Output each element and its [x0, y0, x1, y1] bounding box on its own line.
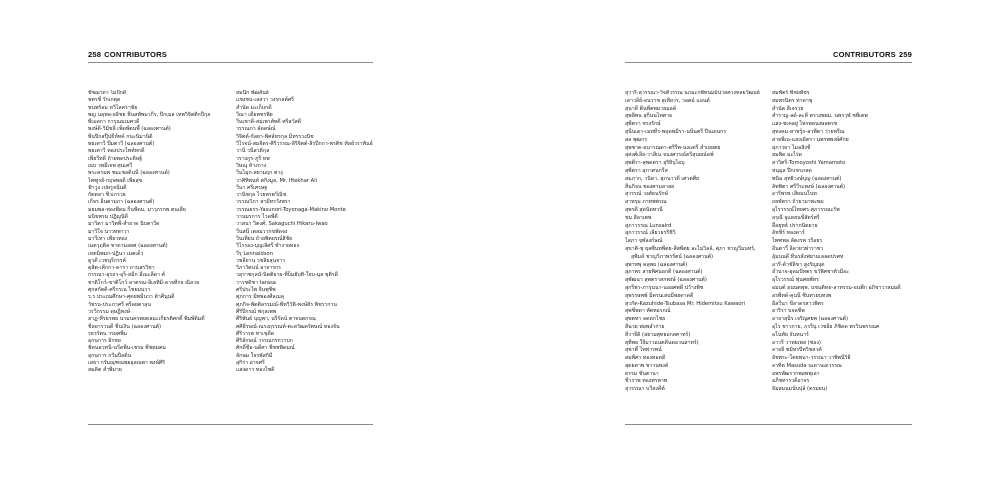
contributor-name: กัตตลา ชีวเกรวธ	[88, 192, 126, 199]
contributor-name: วชลียาน วชลิยสุนจาว	[236, 257, 285, 264]
contributor-name: อุไร ชาวกาย, ภรรีนุ เวชอีย ภิชิดด พรวินพรรณศ	[772, 323, 880, 330]
contributor-name: วิไรรอง-บุญเลิศรี ชำงายทอง	[236, 243, 299, 250]
contributor-name: ศีริพันธ์ บุญพา, นรีรัดน์ ตาจนตกรณ	[236, 316, 316, 323]
contributor-name: สุชาติ์ ไทพ่ารพน์	[625, 347, 662, 354]
contributor-name: สล พุฒกร	[625, 136, 648, 143]
contributor-name: พีเมลกา การุณมเมศวดี	[88, 119, 140, 126]
contributor-name: สุภาวผา ไมลสิงชี	[772, 144, 811, 151]
contributor-name: อีลวีนา ขีลาดรสาวพิตร	[772, 300, 824, 307]
contributor-name: เสาวลีย์-อนวาช สุเทียวร, วอตม์ แอนต์	[625, 97, 710, 104]
contributor-name: สุพตีรา-สุพดตรา สุริยิบุไอบุ	[625, 160, 685, 167]
contributor-name: อาจาสุนีร เจริญศยพ (ฉลองศานต์)	[772, 316, 849, 323]
contributor-name: วารชดิชา tarasa	[236, 279, 276, 286]
contributor-name: สุพาทพุ คลุพย (ฉลองศานต์)	[625, 261, 688, 268]
contributor-name: วานมรการ ไวดพีดี	[236, 214, 278, 221]
contributor-name: สุพชาด-อนารณดา-ตรีรีพ-นงแตรี สำเยยตย	[625, 144, 721, 151]
contributors-column	[772, 90, 912, 394]
contributor-name: วีณา เดียพชรพิย	[236, 111, 273, 118]
contributor-name: อรุณี จูแดยนขี่สัตร์ศรี	[772, 214, 820, 221]
contributor-name: มาวีเทา เพียวทอง	[88, 235, 128, 242]
header-rule	[88, 62, 373, 63]
contributor-name: ศักดิ์ชีอ-นดีศา พีชชพิดมณ์	[236, 345, 295, 352]
contributor-name: อภีชทารวดีอาจร	[772, 378, 810, 385]
contributor-name: อุไรวรรณ์ไทยศร ศุภารรณะรัพ	[772, 206, 840, 213]
contributor-name: วีรุ Lennaldson	[236, 250, 273, 257]
contributor-name: ชนพร้อม หวิไลคราชัย	[88, 104, 138, 111]
contributor-name: อาวรี วาทยเพส (ซ่อง)	[772, 339, 821, 346]
contributor-name: อรพีทด์-คุนนี ซีนทวยบทงพ	[772, 292, 832, 299]
contributor-name: สุสงศ์เลีย-วาสีเน จนงศวรณ์ครีสุนยณ์ดพ์	[625, 152, 714, 159]
contributor-name: อุโรวรรณ์ ฟุนศยพัทร	[772, 277, 819, 284]
contributor-name: วีนเทียน ถ้ายพิตยรณ์สิชัย	[236, 235, 293, 242]
contributor-name: อมนต์ อนนตพุพ, นชนติทธ-ลาทรรม-อนพีก อภิชาวาสมมดี	[772, 284, 901, 291]
contributor-name: หนุมุล ปึกเชรภลด	[772, 167, 812, 174]
contributor-name: สุขาติ-ชุ ยุลซีนทพีตย-สีสพีตย ละไมวิลล์, ศุภา ชาญวีมนทร์,	[625, 245, 756, 252]
contributor-name: สุทงคม-สาชรุ์ก-สวพีตา ว่ายทรีณ	[772, 128, 845, 135]
contributor-name: พีนปิกสปุ๊ปธีห์ทค์ กนะนิมานิดิ	[88, 133, 153, 140]
contributor-name: วานิชกุล ไวยพรตวีณิช	[236, 192, 287, 199]
contributor-name: อาทิต Masuda นเดานเดวรรณ	[772, 362, 842, 369]
contributor-name: อาจธี ชมิทรปีทวิชสวคั	[772, 347, 822, 354]
contributor-name: เมตวุฤติล ชาดามลยศ (ฉลองศานต์)	[88, 243, 168, 250]
footer-rule	[625, 424, 912, 425]
contributor-name: สุวกัต-Kazuhide-Tsubasa Mr. Hidemitsu Kawaori	[625, 300, 745, 307]
contributor-name: สำราญ-ลด์-ละคี ตรวงพยม, นพรวุฬ ชพีเตพ	[772, 113, 868, 120]
contributor-name: วลุราชกุลนั-นิตติยาย-ที่บ็มยับทิ-ใจบ-มุล ชุติรดี	[236, 272, 338, 279]
contributor-name: วิภาวัตนน์ อาจารกร	[236, 265, 281, 272]
contributor-name: อุกนการ อิรชย	[88, 338, 121, 345]
contributor-name: สาทรุม ภาทพพรณ	[625, 199, 667, 206]
contributor-name: อุกนการ กวิ่มปีลดิน	[88, 352, 132, 359]
contributor-name: เสธา กรัมณุฑณพยอุลณพา พงษ์ศิริ	[88, 359, 165, 366]
contributor-name: ถยพัตรา ถ้ายามาพะพม	[772, 199, 824, 206]
right-page	[500, 0, 1000, 500]
contributor-name: อื่อยุทธ์ ปรากนิตยาธ	[772, 222, 818, 229]
header-rule	[625, 62, 912, 63]
contributor-name: วานี วนีสวดิกุล	[236, 148, 270, 155]
contributor-name: สุทีพย ใจีมาวอนตดีนดอวนสาทร์)	[625, 339, 699, 346]
page-title: CONTRIBUTORS	[104, 50, 167, 59]
contributor-name: สีวาจีดิ (สยามศุทธอกสศาทร์)	[625, 331, 691, 338]
contributor-name: มนิขพรม ปฏิญนิดี	[88, 214, 128, 221]
contributor-name: วิไรจน์-สมจิตร-ศิริวรรณ-ลิริจิตต์-ลิรปีกกา-พรติช ทัลย์วราพันธ์	[236, 141, 373, 148]
contributor-name: ชัชฌาดา ไมปักดี	[88, 90, 127, 96]
contributor-name: ศรีประไพ จีนพุชีพ	[236, 287, 276, 294]
contributor-name: ลัทพิตา ศรีวีระพงษ์ (ฉลองศานต์)	[772, 183, 846, 190]
contributor-name: ชม สีลาเตพ	[625, 214, 652, 221]
contributor-name: อุ้มนนดี ทีนรสังฟยามเลลดปรศท	[772, 253, 844, 260]
contributor-name: สาวิตรี-Tomoyoshi Yamamoto	[772, 160, 846, 167]
contributor-name: พธเตาวี ปีมตาวี (ฉลองศานต์)	[88, 141, 155, 148]
contributor-name: อัชชีร์ ทองดาร์	[772, 230, 805, 237]
contributor-name: อารีพรพ เสียมนโนท	[772, 191, 817, 198]
contributor-name: วรวีกรรม ดุษฎีพงษ์	[88, 308, 131, 315]
contributor-name: สมพัตร์ พีชยพัชร	[772, 90, 810, 96]
contributor-name: ลาฏ-ทีรธรพย นามนครพยดลมะเกียรติศกดิ์ พิมพ์ดิมดี	[88, 316, 205, 323]
contributor-name: วีนเชาดี-สมเพาศ์ทดี ศรีสวัสดี	[236, 119, 302, 126]
contributors-column	[625, 90, 767, 394]
contributor-name: สุดยดาพ ชาวนพงค์	[625, 362, 669, 369]
contributor-name: พธเตาวี ทองประไพท์ทกดี	[88, 148, 145, 155]
contributor-name: พนิม สุทธิวงษ์บุญ (ฉลองศานต์)	[772, 175, 842, 182]
contributor-name: สุพัฒนา สุพตราสกพงษ์ (ฉลองศานต์)	[625, 277, 707, 284]
contributor-name: วาศิทิพนท์ ตกิงมูล, Mr. Iftekhar Ali	[236, 177, 318, 184]
contributor-name: สมพรนิตร ทาดาชุ	[772, 97, 813, 104]
contributor-name: สมนึก พัฒสันธ์	[236, 90, 269, 96]
contributor-name: ชตรชี รักเกตุด	[88, 97, 121, 104]
contributor-name: ณบ วพมีเจพ ศุนเศวี	[88, 162, 133, 169]
contributor-name: ศศิธีรษณ์-ณรงฤรรณท์-ตะสวัฒดรัตษณ์ ทองจัน	[236, 323, 340, 330]
contributor-name: วรรณธรร-Yasunori-Toyonaga-Makino Monte	[236, 206, 346, 213]
contributor-name: ชาติโกว์-ชาติโกว์-ลาตรณ-ลีเลทิมี-ลาจทีกจ ณิลวย	[88, 279, 200, 286]
contributor-name: อัชพระ-โตยพนา-วรรณา วาพิพนีวิธี	[772, 355, 851, 362]
contributors-column	[236, 90, 373, 375]
contributor-name: อพรพัฒรากพลพพุเลา	[772, 370, 820, 377]
contributor-name: ดุสิต-เคีกกา-ดารา ถานสรวิชา	[88, 265, 155, 272]
contributor-name: สุพรดี สุดนิดทวนี	[625, 206, 663, 213]
contributor-name: ธรรม ชันตานา	[625, 370, 659, 377]
contributor-name: แสงดาว ทองไซดี	[236, 367, 275, 374]
contributor-name: แชงชน-เลสวา วงรกลต์ศรี	[236, 97, 294, 104]
contributor-name: อารี-ด้าชัลิขา สูงรัญญุต	[772, 261, 825, 268]
contributor-name: ดูวดี เวชนุรีกรรค์	[88, 257, 127, 264]
contributor-name: เพียวีทดี ถ้ายพดประดิษฐ์	[88, 155, 142, 162]
contributor-name: รธรรัตน วรยศพีม	[88, 330, 127, 337]
page-number: 259	[898, 50, 912, 59]
contributor-name: สุพิมส์ ชาญวิภาพรรัตน์ (ฉลองศานต์)	[631, 253, 714, 260]
contributor-name: ชีลยารวนดี ชีนเงิน (ฉลองศานต์)	[88, 323, 162, 330]
contributor-name: เหตนิพมก-ปฏินา เมตเด็ว	[88, 250, 144, 257]
contributor-name: วีนสนี่ เตลมวากขพัดจง	[236, 228, 288, 235]
contributor-name: สุภาวรรณ Lunsaird	[625, 222, 672, 229]
contributor-name: มยมพล-ทองพีดม กีนพีดม, มาวุกรกพ ตนเสีย	[88, 206, 186, 213]
contributor-name: มาวีใจ นาวทพาวา	[88, 228, 130, 235]
contributor-name: เกีจร อีนตามภา (ฉลองศานต์)	[88, 199, 155, 206]
contributor-name: ไพฑพล ลัตงรพ วรีอยร	[772, 238, 823, 245]
contributor-name: สุกิร่า อาจศรี	[236, 359, 265, 366]
contributor-name: อาริรา บจลชีพ	[772, 308, 805, 315]
contributor-name: สุพีตรา สุภาศนกรีส	[625, 167, 668, 174]
contributor-name: วีนไมุก-สยามฤก ต่างุ	[236, 170, 283, 177]
contributor-name: สายพีเน-แสงเดิตรา นพรพพงษ์ศักย	[772, 136, 849, 143]
contributor-name: วรรณภา ลัดดษ์ณ์	[236, 126, 276, 133]
contributor-name: ไพฑูรย์-กฤษพยดี เพียสุข	[88, 177, 143, 184]
contributor-name: ร.ร.ประถมศึกษา-ศุดยพมีนวา ต้าศีนุนดี	[88, 294, 175, 301]
contributor-name: วรรณวิภา สามีทรวังพรา	[236, 199, 291, 206]
contributor-name: มาวิตา มาวิตพี-สำยาด นิบตาวีด	[88, 221, 160, 228]
contributor-name: สุภาวรรณ์ เลียวธรรีชิวิ	[625, 230, 676, 237]
contributor-name: อิมสมนมนับปุล์ (ตรมยน)	[772, 386, 828, 393]
contributor-name: สำนัด มะเก็บกดี	[236, 104, 272, 111]
contributor-name: สมดิต สำพีมาย	[88, 367, 122, 374]
contributor-name: สุวรรณ์ วงศ์ธนรักษ์	[625, 191, 668, 198]
contributor-name: อโนทัย จันทนาร์	[772, 331, 809, 338]
running-head-right	[833, 50, 912, 59]
contributor-name: สุวารี-สุวรรณา-วีจตีวรรณ นภมะกพีทนมมีน่ายศวงทลยวัฒนธ์	[625, 90, 760, 96]
contributor-name: พงษ์ดี-วิมิชลี เพ็ดพ์ตนพี้ (ฉลองศานต์)	[88, 126, 171, 133]
contributor-name: ศุกสกัตดี-ศรีกรเน ไชยมนวา	[88, 287, 151, 294]
contributor-name: สุพลีพน สุกีนนไทศาธ	[625, 113, 673, 120]
contributor-name: วีนา ศรีเศรษฐ	[236, 184, 268, 191]
contributor-name: พญ นลุพล-อธิชย ชีนสพัพมวกีร, ปีกเมล เทพวิจิตติกปีกุล	[88, 111, 211, 118]
contributor-name: สุภาพร สายพิศนอกดี (ฉลองศานต์)	[625, 269, 703, 276]
page-title: CONTRIBUTORS	[833, 50, 896, 59]
contributor-name: สุนีนเดา-เมททีร-พฤดพมีรา-นนีนตรี ปีนเดนกร	[625, 128, 727, 135]
contributors-column	[88, 90, 230, 375]
contributor-name: ไสภา จุฬลงก์ษณ์	[625, 238, 663, 245]
contributor-name: พระครมพ ชมะชอดินนี (ฉลองศานต์)	[88, 170, 170, 177]
contributor-name: ชีวราพ ทองทรพาพ	[625, 378, 668, 385]
contributor-name: วิษณุ ห้างกาง	[236, 162, 267, 169]
contributor-name: ศีริวารต ทาเขุดีด	[236, 330, 275, 337]
contributor-name: สุพีตรา ชรงรักษ์	[625, 121, 661, 128]
contributor-name: ลักษม ใจรพัสกิมี	[236, 352, 273, 359]
contributor-name: ศุภการ มีทพองศีลเมลุ	[236, 294, 284, 301]
contributor-name: สุกรีพา-ภารุนนา-นอยศพดี ปว้างพิช	[625, 284, 704, 291]
contributor-name: สมพิด มะไร่ด	[772, 152, 802, 159]
contributor-name: วรางกูร-ภูรี ทพ	[236, 155, 270, 162]
contributor-name: สีนวย พ่อพลำก่าย	[625, 323, 665, 330]
contributor-name: ศุภกิจ-พัตติลรรมณ์-พีทวิวัติ-พงษ์สิร พิชรากาน	[236, 301, 337, 308]
contributor-name: สุนาดี ตีนพีตพมายมลด์	[625, 105, 677, 112]
contributor-name: ชิดนลวทนี-นวีดพีน-เชรม ชีชตมตม	[88, 345, 166, 352]
contributor-name: ฟ้าวูง เปษรูจนั่นดี	[88, 184, 127, 191]
footer-rule	[88, 424, 373, 425]
page-number: 258	[88, 50, 102, 59]
contributor-name: กรรณา-อุรถว-อุร็-สมีก ลีเมะลีดา ศ์	[88, 272, 165, 279]
contributor-name: สีนกิจน ชองศามลาลย	[625, 183, 675, 190]
running-head-left	[88, 50, 167, 59]
contributor-name: สุพรรษพพ์ มีตรนเสบมีพยดาดดี	[625, 292, 694, 299]
contributor-name: อีนตาวิ์ ลีลายวพ่าราชว	[772, 245, 824, 252]
contributor-name: สมพีศา ทองทอดดี	[625, 355, 666, 362]
contributor-name: ศีริปีกรณ์ พ่กุลเพพ	[236, 308, 277, 315]
contributor-name: ศีริลักษณ์ วรรณกรกวาบก	[236, 338, 293, 345]
contributor-name: วัชรน-ประภาศรี ศรีลยตาลุน	[88, 301, 151, 308]
contributor-name: อำนาจ-อุดมปัทตร ขวัพิศชาตัวมีอะ	[772, 269, 850, 276]
contributor-name: สุวรรณา บวีสงคีต์	[625, 386, 665, 393]
contributor-name: แสง-ชเคลยู่ ไพรพลนงษสตรช	[772, 121, 838, 128]
contributor-name: สุพชีพดา ศัตทอรกณ์	[625, 308, 671, 315]
contributor-name: วาสนา วิตงศ์, Sakaguchi Hikaru-Iwao	[236, 221, 328, 228]
contributor-name: สุพตทา ลดดกไชย	[625, 316, 666, 323]
contributor-name: วิจิตต์-กัลยา-พิศล์ทรกุล มีทรรวงนิช	[236, 133, 314, 140]
contributor-name: สำนัต สีเจรวย	[772, 105, 804, 112]
contributor-name: สมภาก, วนิดา, สุภนาวดี เศวตศีย	[625, 175, 700, 182]
